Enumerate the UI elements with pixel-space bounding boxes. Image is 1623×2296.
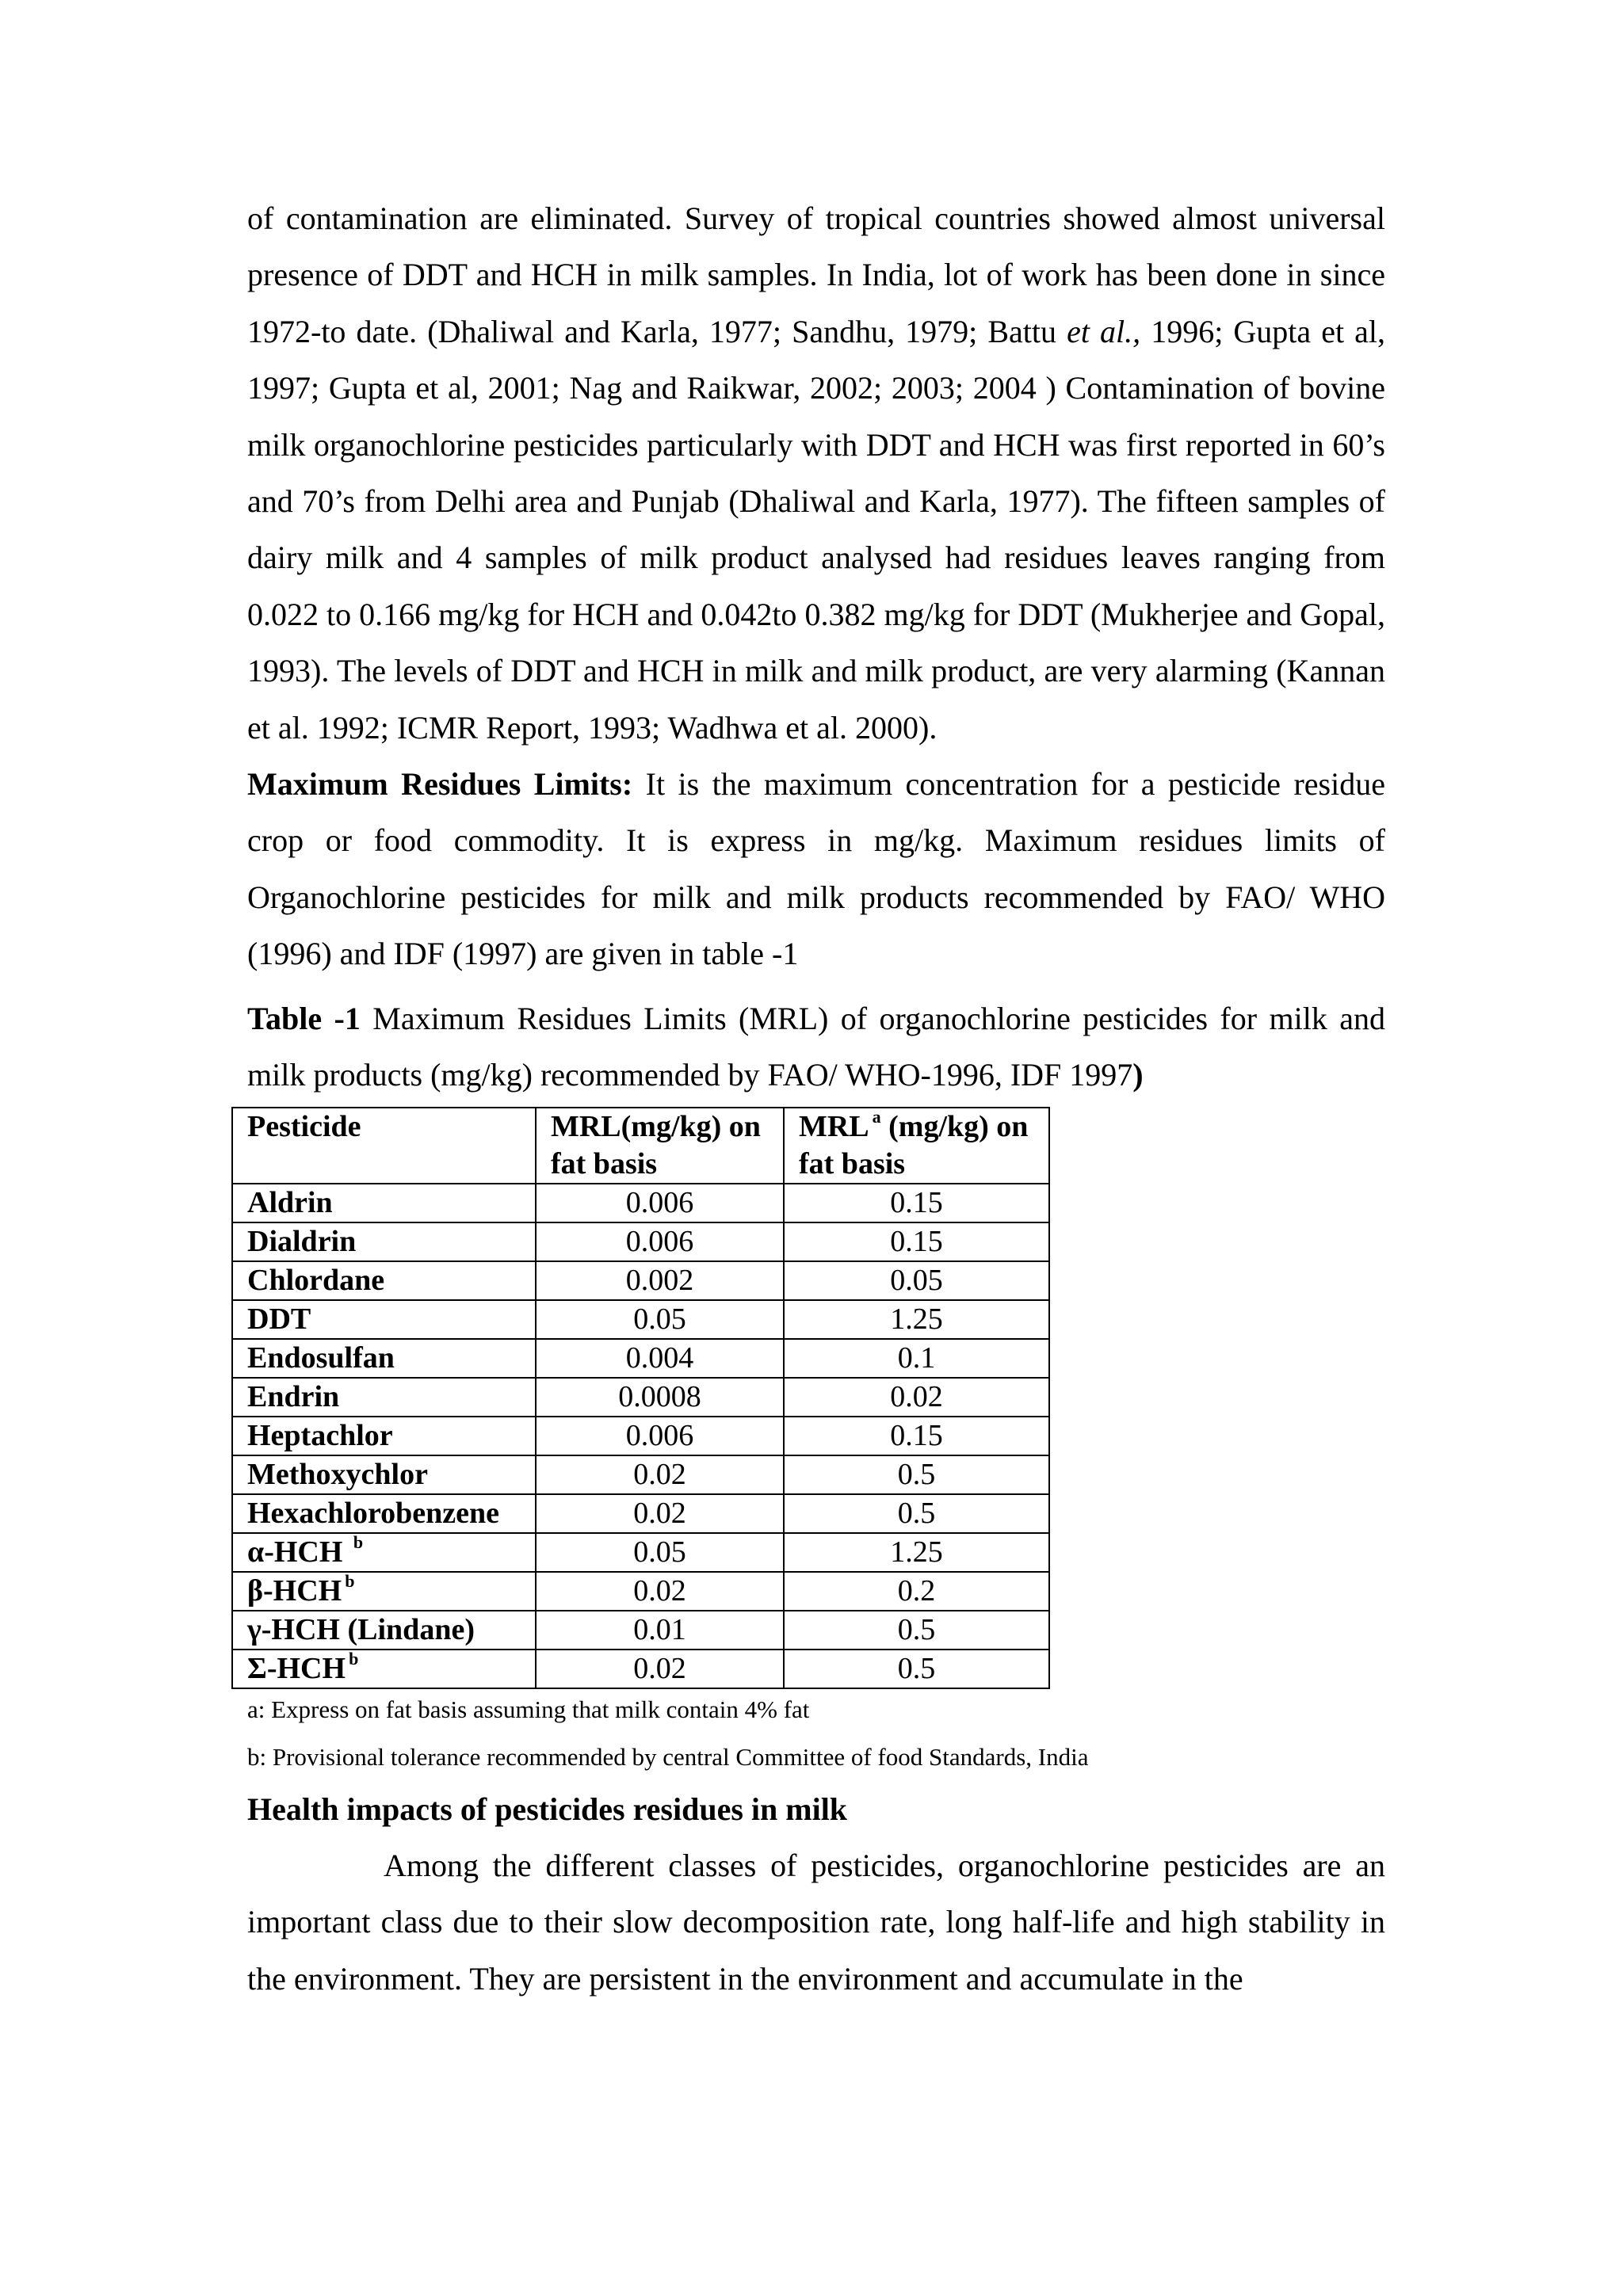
mrl-value: 0.006 [536,1184,784,1222]
mrl-a-value: 0.15 [784,1417,1049,1455]
pesticide-name-text: Aldrin [247,1185,333,1219]
document-page [247,190,1385,2007]
pesticide-name [232,1300,536,1339]
header-mrl-a-post: (mg/kg) on fat basis [799,1109,1029,1180]
pesticide-name [232,1572,536,1611]
mrl-value: 0.01 [536,1611,784,1650]
intro-text-2: 1996; Gupta et al, 1997; Gupta et al, 2001; Nag and Raikwar, 2002; 2003; 2004 ) Contamination of bovine milk organochlorine pesticides particularly with DDT and HCH was first reported in 60’s and 70’s from Delhi area and Punjab (Dhaliwal and Karla, 1977). The fifteen samples of dairy milk and 4 samples of milk product analysed had residues leaves ranging from 0.022 to 0.166 mg/kg for HCH and 0.042to 0.382 mg/kg for DDT (Mukherjee and Gopal, 1993). The levels of DDT and HCH in milk and milk product, are very alarming (Kannan et al. 1992; ICMR Report, 1993; Wadhwa et al. 2000). [247,313,1386,746]
footnote-b: b: Provisional tolerance recommended by central Committee of food Standards, India [247,1742,1089,1771]
table-caption-label: Table -1 [247,1000,361,1036]
table-row [232,1494,1049,1533]
table-row [232,1455,1049,1494]
table-row [232,1339,1049,1378]
mrl-heading: Maximum Residues Limits: [247,766,633,803]
pesticide-name-text: Heptachlor [247,1418,393,1452]
mrl-value: 0.02 [536,1494,784,1533]
pesticide-name-text: β-HCH [247,1573,342,1608]
intro-text-1: of contamination are eliminated. Survey of tropical countries showed almost universal presence of DDT and HCH in milk samples. In India, lot of work has been done in since 1972-to date. (Dhaliwal and Karla, 1977; Sandhu, 1979; Battu [247,200,1385,349]
table-caption-end: ) [1132,1057,1144,1093]
health-heading: Health impacts of pesticides residues in milk [247,1791,848,1827]
mrl-a-value: 0.5 [784,1494,1049,1533]
header-pesticide: Pesticide [232,1108,536,1184]
mrl-value: 0.004 [536,1339,784,1378]
pesticide-name-text: Endrin [247,1379,340,1413]
mrl-a-value: 0.05 [784,1261,1049,1300]
table-caption-text: Maximum Residues Limits (MRL) of organochlorine pesticides for milk and milk products (mg/kg) recommended by FAO/ WHO-1996, IDF 1997 [247,1000,1385,1093]
header-mrl: MRL(mg/kg) on fat basis [536,1108,784,1184]
pesticide-name-text: Methoxychlor [247,1457,428,1491]
pesticide-name-text: Endosulfan [247,1341,395,1375]
mrl-a-value: 0.5 [784,1650,1049,1688]
mrl-a-value: 1.25 [784,1533,1049,1572]
mrl-value: 0.006 [536,1417,784,1455]
pesticide-sup: b [349,1648,359,1669]
table-row [232,1650,1049,1688]
table-row [232,1533,1049,1572]
header-mrl-a-sup: a [872,1106,881,1127]
mrl-a-value: 0.2 [784,1572,1049,1611]
table-header-row [232,1108,1049,1184]
table-caption [247,990,1385,1104]
table-row [232,1222,1049,1261]
table-row [232,1261,1049,1300]
pesticide-name [232,1417,536,1455]
pesticide-name-text: DDT [247,1302,311,1336]
pesticide-name [232,1378,536,1417]
pesticide-name [232,1533,536,1572]
mrl-a-value: 0.15 [784,1222,1049,1261]
table-row [232,1300,1049,1339]
pesticide-name [232,1261,536,1300]
table-row [232,1572,1049,1611]
intro-text-italic: et al., [1067,313,1141,349]
mrl-a-value: 0.5 [784,1611,1049,1650]
pesticide-name-text: Hexachlorobenzene [247,1496,500,1530]
header-mrl-a [784,1108,1049,1184]
pesticide-sup: b [345,1570,355,1591]
health-paragraph: Among the different classes of pesticides, organochlorine pesticides are an important class due to their slow decomposition rate, long half-life and high stability in the environment. They are persistent in the environment and accumulate in the [247,1847,1385,1997]
table-row [232,1611,1049,1650]
mrl-value: 0.02 [536,1455,784,1494]
pesticide-name [232,1339,536,1378]
mrl-value: 0.05 [536,1300,784,1339]
pesticide-name [232,1611,536,1650]
pesticide-name [232,1650,536,1688]
header-mrl-a-pre: MRL [799,1109,869,1143]
pesticide-name-text: α-HCH [247,1535,350,1569]
mrl-value: 0.02 [536,1650,784,1688]
mrl-value: 0.002 [536,1261,784,1300]
intro-paragraph [247,190,1385,756]
mrl-table [231,1107,1050,1689]
mrl-value: 0.05 [536,1533,784,1572]
mrl-a-value: 0.02 [784,1378,1049,1417]
table-row [232,1184,1049,1222]
table-row [232,1378,1049,1417]
mrl-value: 0.02 [536,1572,784,1611]
mrl-value: 0.006 [536,1222,784,1261]
table-row [232,1417,1049,1455]
pesticide-name-text: Chlordane [247,1263,385,1297]
pesticide-name-text: γ-HCH (Lindane) [247,1612,475,1646]
pesticide-name-text: Dialdrin [247,1224,357,1258]
mrl-a-value: 0.1 [784,1339,1049,1378]
pesticide-name-text: Σ-HCH [247,1651,346,1685]
mrl-value: 0.0008 [536,1378,784,1417]
pesticide-name [232,1222,536,1261]
footnote-a: a: Express on fat basis assuming that milk contain 4% fat [247,1695,810,1723]
pesticide-name [232,1184,536,1222]
pesticide-sup: b [353,1531,364,1552]
mrl-paragraph [247,756,1385,982]
mrl-a-value: 0.15 [784,1184,1049,1222]
mrl-text: It is the maximum concentration for a pesticide residue crop or food commodity. It is express in mg/kg. Maximum residues limits of Organochlorine pesticides for milk and milk products recommended by FAO/ WHO (1996) and IDF (1997) are given in table -1 [247,766,1385,972]
pesticide-name [232,1494,536,1533]
pesticide-name [232,1455,536,1494]
mrl-a-value: 0.5 [784,1455,1049,1494]
mrl-a-value: 1.25 [784,1300,1049,1339]
